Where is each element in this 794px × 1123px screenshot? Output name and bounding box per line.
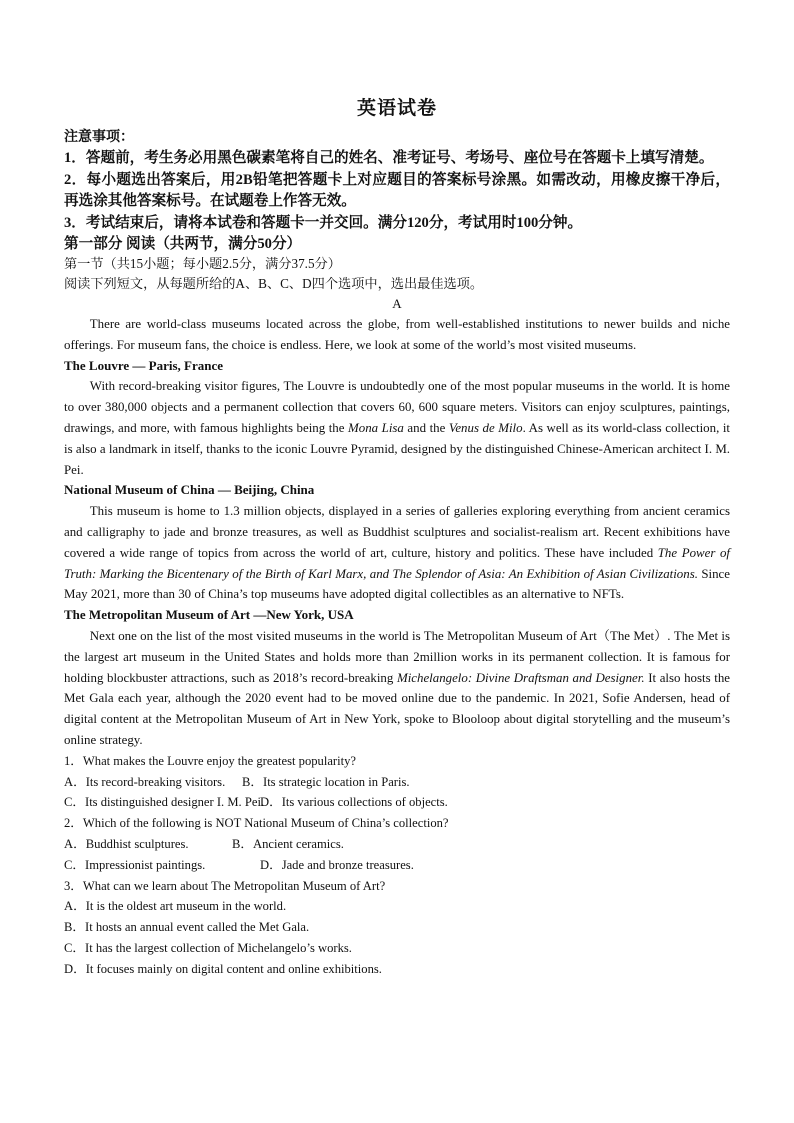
question-stem: 3．What can we learn about The Metropolitan Museum of Art? — [64, 878, 386, 893]
passage-intro: There are world-class museums located across the globe, from well-established institutions to newer builds and niche offerings. For museum fans, the choice is endless. Here, we look at some of the world’s most visited museums. — [64, 317, 730, 352]
artwork-title: Mona Lisa — [348, 420, 404, 435]
notice-item: 3．考试结束后，请将本试卷和答题卡一并交回。满分120分，考试用时100分钟。 — [64, 214, 583, 231]
artwork-title: Venus de Milo — [448, 420, 523, 435]
option-b[interactable]: B．It hosts an annual event called the Met Gala. — [64, 920, 310, 935]
exhibition-title: Michelangelo: Divine Draftsman and Designer. — [396, 670, 645, 685]
notice-heading: 注意事项： — [64, 130, 134, 145]
text-run: Since May 2021, more than 30 of China’s top museums have adopted digital collectibles as an alternative to NFTs. — [64, 566, 730, 602]
option-d[interactable]: D．Jade and bronze treasures. — [260, 857, 414, 872]
part-title: 第一部分 阅读（共两节，满分50分） — [64, 236, 302, 252]
option-a[interactable]: A．Its record-breaking visitors. — [64, 774, 226, 789]
passage-label: A — [392, 296, 402, 311]
question-stem: 2．Which of the following is NOT National Museum of China’s collection? — [64, 816, 449, 831]
option-b[interactable]: B．Its strategic location in Paris. — [242, 774, 410, 789]
option-d[interactable]: D．Its various collections of objects. — [260, 795, 448, 810]
text-run: and the — [403, 420, 449, 435]
question-2 — [64, 813, 730, 875]
option-row — [64, 792, 730, 813]
text-run: It also hosts the Met Gala each year, although the 2020 event had to be moved online due to the pandemic. In 2021, Sofie Andersen, head of digital content at the Metropolitan Museum of Art in New York, spoke to Blooloop about digital storytelling and the museum’s online strategy. — [64, 670, 730, 747]
section-instruction: 阅读下列短文，从每题所给的A、B、C、D四个选项中，选出最佳选项。 — [64, 276, 484, 291]
text-run: With record-breaking visitor figures, The Louvre is undoubtedly one of the most popular museums in the world. It is home to over 380,000 objects and a permanent collection that covers 60, 600 square meters. Visitors can enjoy sculptures, paintings, drawings, and more, with famous highlights being the — [64, 379, 730, 435]
option-d[interactable]: D．It focuses mainly on digital content and online exhibitions. — [64, 961, 382, 976]
question-stem: 1．What makes the Louvre enjoy the greatest popularity? — [64, 753, 357, 768]
option-a[interactable]: A．It is the oldest art museum in the world. — [64, 899, 287, 914]
met-paragraph — [64, 626, 730, 751]
text-run: . As well as its world-class collection, it is also a landmark in itself, thanks to the iconic Louvre Pyramid, designed by the distinguished Chinese-American architect I. M. Pei. — [64, 420, 731, 477]
option-b[interactable]: B．Ancient ceramics. — [232, 836, 344, 851]
option-c[interactable]: C．It has the largest collection of Michelangelo’s works. — [64, 940, 352, 955]
option-row — [64, 855, 730, 876]
notice-item: 2．每小题选出答案后，用2B铅笔把答题卡上对应题目的答案标号涂黑。如需改动，用橡皮擦干净后，再选涂其他答案标号。在试题卷上作答无效。 — [64, 171, 730, 209]
question-3 — [64, 876, 730, 980]
china-paragraph — [64, 501, 730, 605]
exhibition-title: The Power of Truth: Marking the Bicentenary of the Birth of Karl Marx, and The Splendor of Asia: An Exhibition of Asian Civilizations. — [64, 545, 730, 581]
text-run: This museum is home to 1.3 million objects, displayed in a series of galleries exploring everything from ancient ceramics and calligraphy to jade and bronze treasures, as well as Buddhist sculptures and socialist-realism art. Recent exhibitions have covered a wide range of topics from across the world of art, culture, history and politics. These have included — [64, 504, 730, 560]
option-a[interactable]: A．Buddhist sculptures. — [64, 836, 189, 851]
option-c[interactable]: C．Its distinguished designer I. M. Pei. — [64, 795, 265, 810]
notice-item: 1．答题前，考生务必用黑色碳素笔将自己的姓名、准考证号、考场号、座位号在答题卡上填写清楚。 — [64, 150, 714, 166]
question-1 — [64, 751, 730, 813]
louvre-paragraph — [64, 376, 730, 480]
met-heading: The Metropolitan Museum of Art —New York, USA — [64, 607, 354, 623]
text-run: Next one on the list of the most visited museums in the world is The Metropolitan Museum of Art（The Met）. The Met is the largest art museum in the United States and holds more than 2million works in its permanent collection. It is famous for holding blockbuster attractions, such as 2018’s record-breaking — [64, 628, 730, 685]
option-row — [64, 834, 730, 855]
option-c[interactable]: C．Impressionist paintings. — [64, 857, 206, 872]
section-title: 第一节（共15小题；每小题2.5分，满分37.5分） — [64, 256, 341, 271]
option-row — [64, 772, 730, 793]
exam-page — [64, 96, 730, 980]
louvre-heading: The Louvre — Paris, France — [64, 357, 223, 373]
china-heading: National Museum of China — Beijing, China — [64, 482, 315, 498]
page-title: 英语试卷 — [356, 98, 437, 119]
